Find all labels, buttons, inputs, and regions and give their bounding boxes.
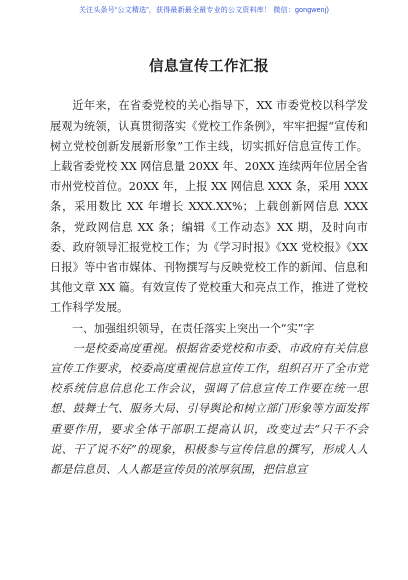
document-title: 信息宣传工作汇报 (149, 58, 269, 75)
document-page (50, 58, 368, 480)
section-heading-1: 一、加强组织领导，在责任落实上突出一个“实”字 (72, 321, 315, 335)
banner-text: 关注头条号“公文精选”，获得最新最全最专业的公文资料库！ 微信：gongwenj) (78, 7, 330, 14)
intro-paragraph: 近年来，在省委党校的关心指导下，XX 市委党校以科学发展观为统领，认真贯彻落实《党校工作条例》，牢牢把握“宣传和树立党校创新发展新形象”工作主线，切实抓好信息宣传工作。上载省委党校 XX 网信息量 20XX 年、20XX 连续两年位居全省市州党校首位。20XX 年，上报 XX 网信息 XXX 条，采用 XXX 条，采用数比 XX 年增长 XXX.XX%；上载创新网信息 XXX 条，党政网信息 XX 条；编辑《工作动态》XX 期，及时向市委、政府领导汇报党校工作；为《学习时报》《XX 党校报》《XX 日报》等中省市媒体、刊物撰写与反映党校工作的新闻、信息和其他文章 XX 篇。有效宣传了党校重大和亮点工作，推进了党校工作科学发展。 (50, 99, 368, 315)
top-banner (0, 0, 408, 20)
section-paragraph-1: 一是校委高度重视。根据省委党校和市委、市政府有关信息宣传工作要求，校委高度重视信息宣传工作，组织召开了全市党校系统信息信息化工作会议，强调了信息宣传工作要在统一思想、鼓舞士气、服务大局、引导舆论和树立部门形象等方面发挥重要作用，要求全体干部职工提高认识，改变过去“只干不会说、干了说不好”的现象，积极参与宣传信息的撰写，形成人人都是信息员、人人都是宣传员的浓厚氛围，把信息宣 (50, 341, 368, 477)
